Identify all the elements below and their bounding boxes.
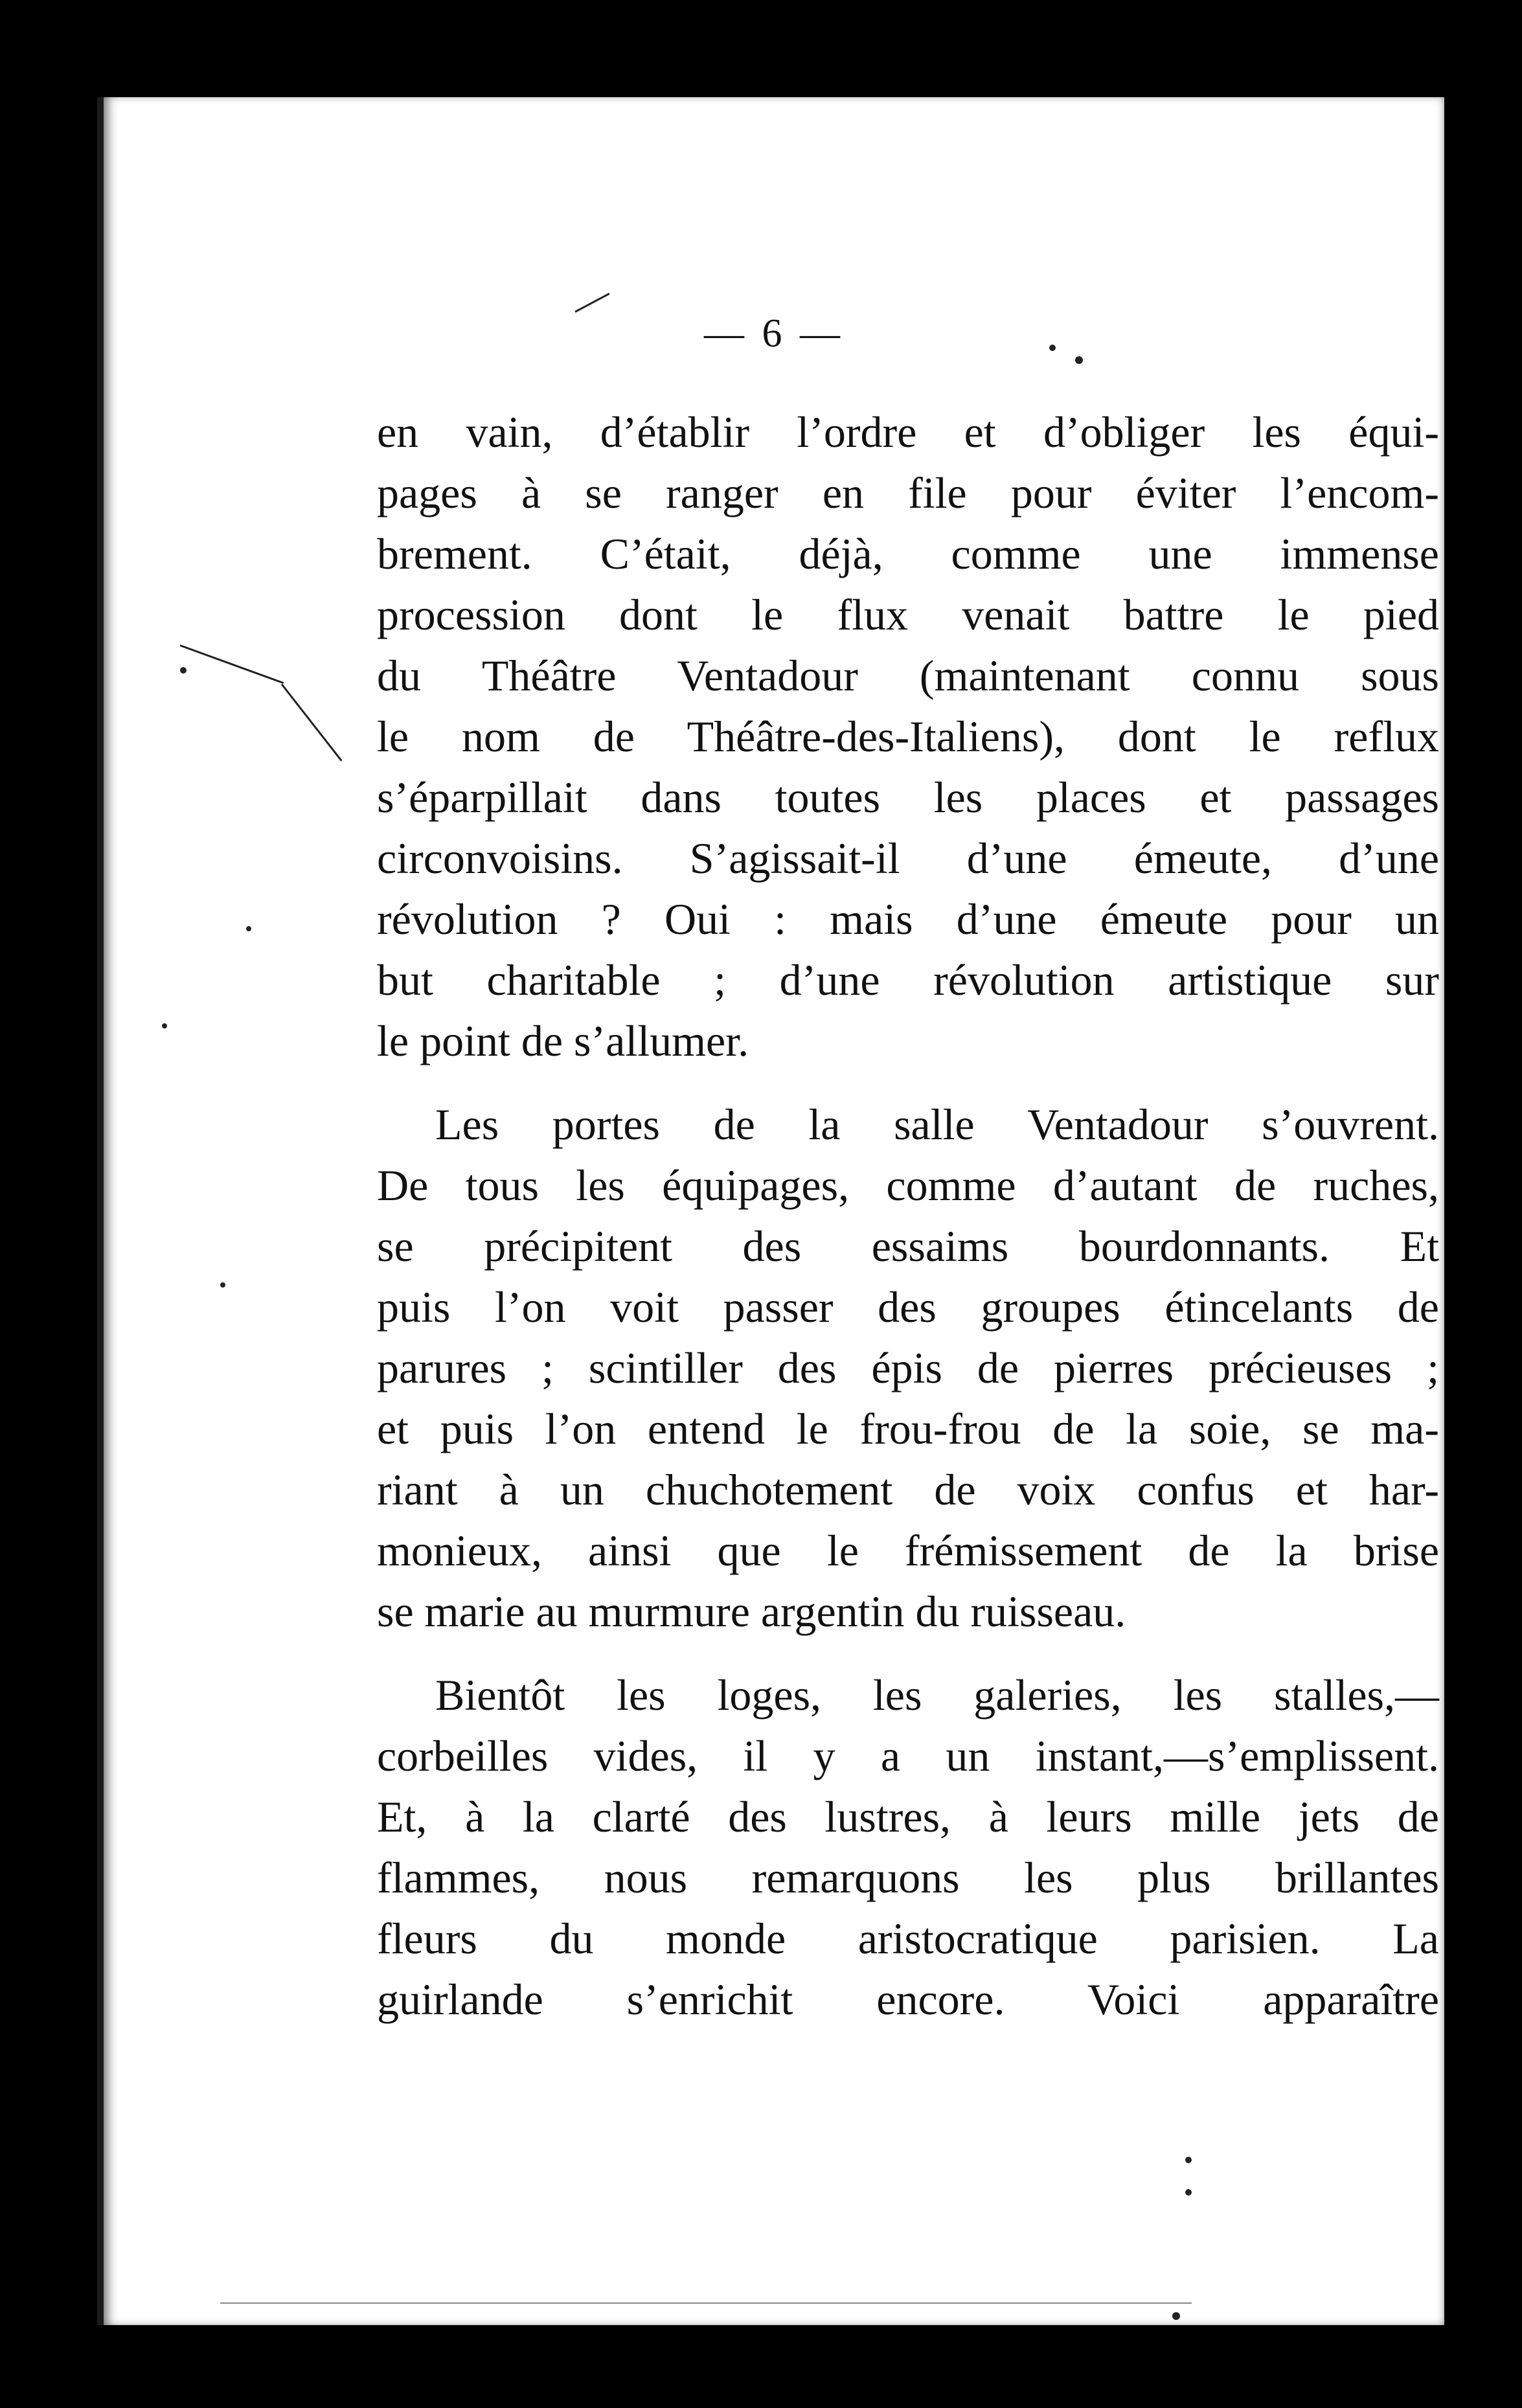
scan-speck xyxy=(1049,345,1056,351)
text-line: riant à un chuchotement de voix confus et har- xyxy=(377,1465,1439,1514)
scan-speck xyxy=(180,667,187,674)
book-page xyxy=(97,97,1444,2325)
scan-speck xyxy=(1185,2157,1192,2163)
page-body xyxy=(377,402,1439,2052)
scan-speck xyxy=(220,1282,225,1288)
text-line: Les portes de la salle Ventadour s’ouvrent. xyxy=(435,1100,1439,1149)
text-line: brement. C’était, déjà, comme une immense xyxy=(377,529,1439,578)
text-line: procession dont le flux venait battre le pied xyxy=(377,590,1439,639)
paragraph-1 xyxy=(377,402,1439,1071)
text-line: Bientôt les loges, les galeries, les stalles,— xyxy=(435,1670,1439,1720)
text-line: pages à se ranger en file pour éviter l’encom- xyxy=(377,468,1439,517)
text-line: fleurs du monde aristocratique parisien. La xyxy=(377,1914,1439,1963)
scan-speck xyxy=(246,926,251,931)
text-line: guirlande s’enrichit encore. Voici apparaître xyxy=(377,1975,1439,2024)
scan-speck xyxy=(1172,2312,1180,2320)
paragraph-2 xyxy=(377,1094,1439,1642)
text-line: se précipitent des essaims bourdonnants. Et xyxy=(377,1221,1439,1271)
text-line: but charitable ; d’une révolution artistique sur xyxy=(377,955,1439,1005)
scan-speck xyxy=(162,1023,167,1028)
text-line: monieux, ainsi que le frémissement de la brise xyxy=(377,1526,1439,1575)
text-line: parures ; scintiller des épis de pierres précieuses ; xyxy=(377,1343,1439,1392)
paragraph-3 xyxy=(377,1664,1439,2030)
text-line: se marie au murmure argentin du ruisseau. xyxy=(377,1587,1126,1636)
text-line: circonvoisins. S’agissait-il d’une émeute, d’une xyxy=(377,834,1439,883)
scan-mark xyxy=(574,293,609,313)
scan-mark xyxy=(220,2302,1192,2304)
text-line: s’éparpillait dans toutes les places et passages xyxy=(377,773,1439,822)
text-line: Et, à la clarté des lustres, à leurs mille jets de xyxy=(377,1792,1439,1841)
scan-speck xyxy=(1185,2189,1192,2196)
text-line: De tous les équipages, comme d’autant de ruches, xyxy=(377,1161,1439,1210)
text-line: puis l’on voit passer des groupes étincelants de xyxy=(377,1282,1439,1332)
text-line: en vain, d’établir l’ordre et d’obliger les équi- xyxy=(377,407,1439,457)
scan-mark xyxy=(281,684,343,762)
scan-speck xyxy=(1075,356,1083,364)
text-line: le point de s’allumer. xyxy=(377,1016,749,1065)
text-line: et puis l’on entend le frou-frou de la soie, se ma- xyxy=(377,1404,1439,1453)
text-line: révolution ? Oui : mais d’une émeute pour un xyxy=(377,894,1439,944)
text-line: le nom de Théâtre-des-Italiens), dont le reflux xyxy=(377,712,1439,761)
page-number: — 6 — xyxy=(704,312,844,356)
text-line: du Théâtre Ventadour (maintenant connu sous xyxy=(377,651,1439,700)
text-line: corbeilles vides, il y a un instant,—s’emplissent. xyxy=(377,1731,1439,1780)
scan-mark xyxy=(179,644,284,684)
text-line: flammes, nous remarquons les plus brillantes xyxy=(377,1853,1439,1902)
